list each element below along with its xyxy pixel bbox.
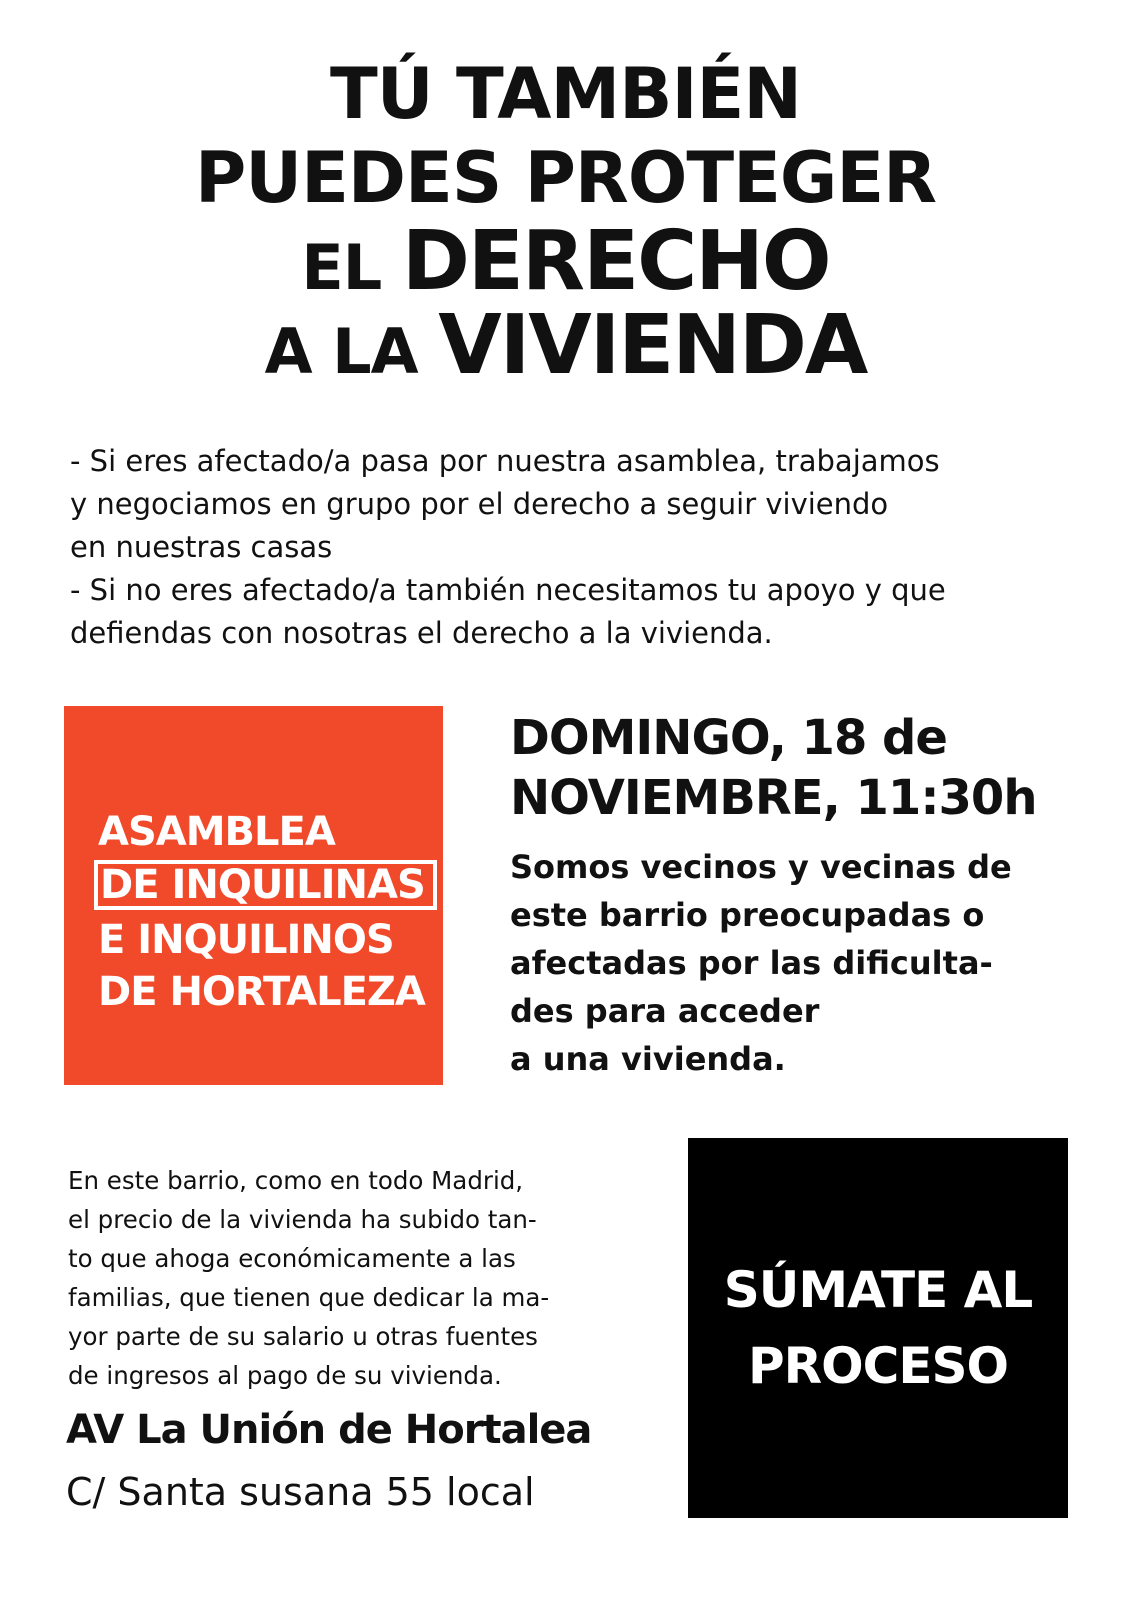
logo-line-3: E INQUILINOS bbox=[98, 917, 394, 963]
headline-line-4 bbox=[0, 298, 1131, 393]
event-date-line-2: NOVIEMBRE, 11:30h bbox=[510, 770, 1037, 826]
headline-line-3 bbox=[0, 214, 1131, 309]
about-line: este barrio preocupadas o bbox=[510, 896, 985, 934]
headline bbox=[0, 52, 1131, 393]
context-line: En este barrio, como en todo Madrid, bbox=[68, 1166, 524, 1195]
headline-line-4-emphasis: VIVIENDA bbox=[438, 298, 867, 393]
intro-text bbox=[70, 440, 1070, 655]
context-line: el precio de la vivienda ha subido tan- bbox=[68, 1205, 537, 1234]
assembly-logo-text bbox=[98, 806, 437, 1018]
intro-p1-line: - Si eres afectado/a pasa por nuestra asamblea, trabajamos bbox=[70, 444, 940, 478]
context-line: yor parte de su salario u otras fuentes bbox=[68, 1322, 538, 1351]
event-date-line-1: DOMINGO, 18 de bbox=[510, 710, 947, 766]
logo-line-4: DE HORTALEZA bbox=[98, 969, 425, 1015]
headline-line-4-prefix: A LA bbox=[264, 315, 418, 388]
assembly-logo bbox=[64, 706, 443, 1085]
logo-line-1: ASAMBLEA bbox=[98, 809, 335, 855]
event-date bbox=[510, 708, 1070, 828]
context-line: familias, que tienen que dedicar la ma- bbox=[68, 1283, 550, 1312]
context-text bbox=[68, 1161, 668, 1395]
about-text bbox=[510, 843, 1070, 1083]
intro-p1-line: y negociamos en grupo por el derecho a seguir viviendo bbox=[70, 487, 889, 521]
about-line: a una vivienda. bbox=[510, 1040, 786, 1078]
logo-line-2: DE INQUILINAS bbox=[94, 860, 437, 910]
context-line: to que ahoga económicamente a las bbox=[68, 1244, 516, 1273]
headline-line-1: TÚ TAMBIÉN bbox=[330, 53, 801, 135]
join-line-1: SÚMATE AL bbox=[723, 1261, 1033, 1319]
about-line: des para acceder bbox=[510, 992, 820, 1030]
join-line-2: PROCESO bbox=[747, 1337, 1009, 1395]
headline-line-3-emphasis: DERECHO bbox=[401, 214, 830, 309]
headline-line-2: PUEDES PROTEGER bbox=[194, 137, 937, 219]
intro-p2-line: - Si no eres afectado/a también necesitamos tu apoyo y que bbox=[70, 573, 946, 607]
context-line: de ingresos al pago de su vivienda. bbox=[68, 1361, 502, 1390]
join-callout bbox=[688, 1138, 1068, 1518]
headline-line-3-prefix: EL bbox=[301, 231, 382, 304]
venue-address: C/ Santa susana 55 local bbox=[66, 1470, 535, 1514]
venue-name: AV La Unión de Hortalea bbox=[66, 1407, 592, 1453]
about-line: Somos vecinos y vecinas de bbox=[510, 848, 1012, 886]
about-line: afectadas por las dificulta- bbox=[510, 944, 993, 982]
venue-info bbox=[66, 1400, 666, 1524]
intro-p1-line: en nuestras casas bbox=[70, 530, 333, 564]
intro-p2-line: defiendas con nosotras el derecho a la vivienda. bbox=[70, 616, 773, 650]
logo-line-2-wrapper bbox=[98, 858, 437, 914]
